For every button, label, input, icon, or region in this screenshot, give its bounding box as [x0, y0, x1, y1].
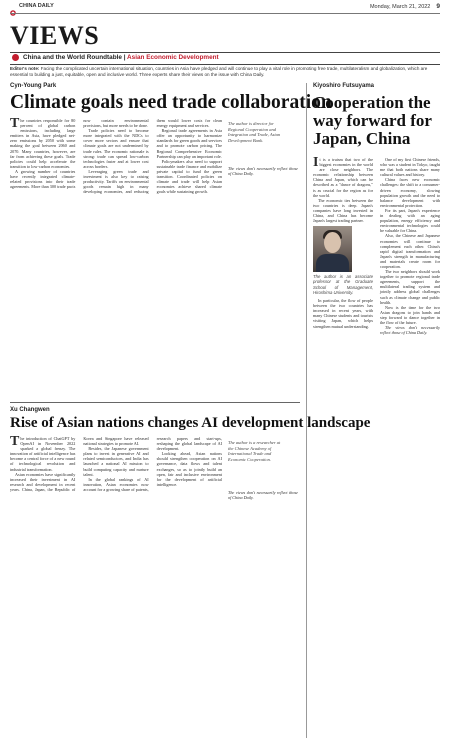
editor-note [10, 66, 440, 77]
article2-para-4: In the global rankings of AI innovation, Asian economies now account for a growing share of patents, research papers and start-ups, reshaping the global landscape of AI development. [83, 436, 222, 492]
column-divider [306, 83, 307, 738]
article2-body-right [228, 490, 298, 738]
article3-para-4: One of my first Chinese friends, who was a student in Tokyo, taught me that both nations share many cultural values and history. [380, 157, 440, 178]
editor-note-text: Facing the complicated uncertain international situation, countries in Asia have pledged and will continue to play a vital role in promoting free trade, multilateralism and globalization, which are essential to building a just, equitable, open and inclusive world. Three experts share their views on the issue with China Daily. [10, 66, 428, 77]
article3-body [313, 157, 440, 738]
article2-body [10, 436, 222, 738]
article3-para-5: China faces new economic challenges: the shift to a consumer-driven economy, slowing population growth and the need to balance development with environmental protection. [380, 177, 440, 208]
article3-para-1: It is a truism that two of the biggest economies in the world are close neighbors. The economic relationship between China and Japan, which can be described as a "dance of dragons," is as crucial for the region as for the world. [313, 157, 373, 198]
china-daily-logo-icon [10, 3, 16, 9]
article2-para-1: The introduction of ChatGPT by OpenAI in November 2022 sparked a global frenzy. The innovation of artificial intelligence has become a central force of a new round of technological revolution and industrial transformation. [10, 436, 76, 472]
article3-closing: The views don't necessarily reflect those of China Daily. [380, 325, 440, 336]
masthead-paper-name: CHINA DAILY [19, 3, 54, 9]
article1-para-5: Regional trade agreements in Asia offer an opportunity to harmonize standards for green goods and services and to promote carbon pricing. The Regional Comprehensive Economic Partnership can play an important role. [156, 128, 222, 159]
article1-para-1: The countries responsible for 80 percent of global carbon emissions, including large emitters in Asia, have pledged net-zero emissions by 2050 with some making the goal between 2060 and 2070. Many countries, however, are far from achieving these goals. Trade policies could help accelerate the transition to low-carbon economies. [10, 118, 76, 169]
article2-byline: Xu Changwen [10, 407, 50, 413]
editor-note-label: Editor's note: [10, 66, 40, 71]
section-title: VIEWS [10, 21, 100, 50]
author-photo [313, 226, 352, 272]
article1-body [10, 118, 222, 396]
section-subtitle-main: China and the World Roundtable [23, 54, 122, 61]
article3-dropcap: I [313, 157, 319, 170]
article1-para-4: Leveraging green trade and investment is also key to raising productivity. Tariffs on environmental goods remain high in many developing economies, and reducing them would lower costs for clean energy equipment and services. [83, 118, 222, 195]
article2-para-5: Looking ahead, Asian nations should strengthen cooperation on AI governance, data flows and talent exchanges, so as to jointly build an open, fair and inclusive environment for the development of artificial intelligence. [156, 451, 222, 487]
article3-headline: Cooperation the way forward for Japan, China [313, 93, 432, 148]
article3-author-note: The author is an associate professor at the Graduate School of Management, Hiroshima University. [313, 274, 373, 295]
article1-body-right [228, 166, 298, 396]
article1-para-6: Policymakers also need to support sustainable trade finance and mobilize private capital to fund the green transition. Coordinated policies on climate and trade will help Asian economies achieve shared climate goals while sustaining growth. [156, 158, 222, 195]
section-subtitle [23, 54, 219, 61]
article1-closing: The views don't necessarily reflect those of China Daily. [228, 166, 298, 177]
section-subtitle-separator: | [121, 54, 128, 61]
masthead-page-number: 9 [436, 3, 440, 10]
article3-portrait-block [313, 226, 373, 295]
section-subtitle-accent: Asian Economic Development [127, 54, 219, 61]
article1-dropcap: T [10, 118, 20, 131]
article2-para-2: Asian economies have significantly increased their investment in AI research and development in recent years. China, Japan, the Republic of Korea and Singapore have released national strategies to promote AI. [10, 436, 149, 492]
article3-para-7: Also, the Chinese and Japanese economies will continue to complement each other. China's rapid digital transformation and Japan's strength in manufacturing and materials create room for cooperation. [380, 233, 440, 269]
article2-para-3: Besides, the Japanese government plans to invest in generative AI and related semiconductors, and India has launched a national AI mission to build computing capacity and nurture talent. [83, 446, 149, 477]
masthead-date-page [370, 3, 440, 10]
article2-headline: Rise of Asian nations changes AI development landscape [10, 415, 371, 431]
article2-dropcap: T [10, 436, 20, 449]
article1-byline: Cyn-Young Park [10, 83, 57, 89]
masthead-date: Monday, March 21, 2022 [369, 4, 431, 10]
globe-icon [12, 54, 19, 61]
article1-para-3: Trade policies need to become more integrated with the NDCs to cover more sectors and ensure that climate goals are not undermined by trade rules. The economic rationale is strong: trade can spread low-carbon technologies faster and at lower cost across borders. [83, 128, 149, 169]
article2-closing: The views don't necessarily reflect those of China Daily. [228, 490, 298, 501]
article1-para-2: A growing number of countries have recently integrated climate-related provisions into their trade agreements. More than 300 trade pacts now contain environmental provisions, but more needs to be done. [10, 118, 149, 190]
article-divider [10, 402, 300, 403]
article2-author-note: The author is a researcher at the Chinese Academy of International Trade and Economic Cooperation. [228, 440, 281, 462]
masthead-rule [10, 13, 440, 14]
article3-para-3: In particular, the flow of people between the two countries has increased in recent years, with many Chinese students and tourists visiting Japan, which helps strengthen mutual understanding. [313, 298, 373, 329]
article3-para-8: The two neighbors should work together to promote regional trade agreements, support the multilateral trading system and jointly address global challenges such as climate change and public health. [380, 269, 440, 305]
article1-author-note: The author is director for Regional Cooperation and Integration and Trade, Asian Development Bank. [228, 121, 281, 143]
article3-byline: Kiyoshiro Futsuyama [313, 83, 375, 89]
article3-para-6: For its part, Japan's experience in dealing with an aging population, energy efficiency and environmental technologies could be valuable for China. [380, 207, 440, 234]
article3-para-9: Now is the time for the two Asian dragons to join hands and step forward to dance together in the flow of the future. [380, 304, 440, 325]
article1-headline: Climate goals need trade collaboration [10, 92, 332, 113]
article3-para-2: The economic ties between the two countries is deep. Japan's companies have long invested in China, and China has become Japan's largest trading partner. [313, 197, 373, 224]
